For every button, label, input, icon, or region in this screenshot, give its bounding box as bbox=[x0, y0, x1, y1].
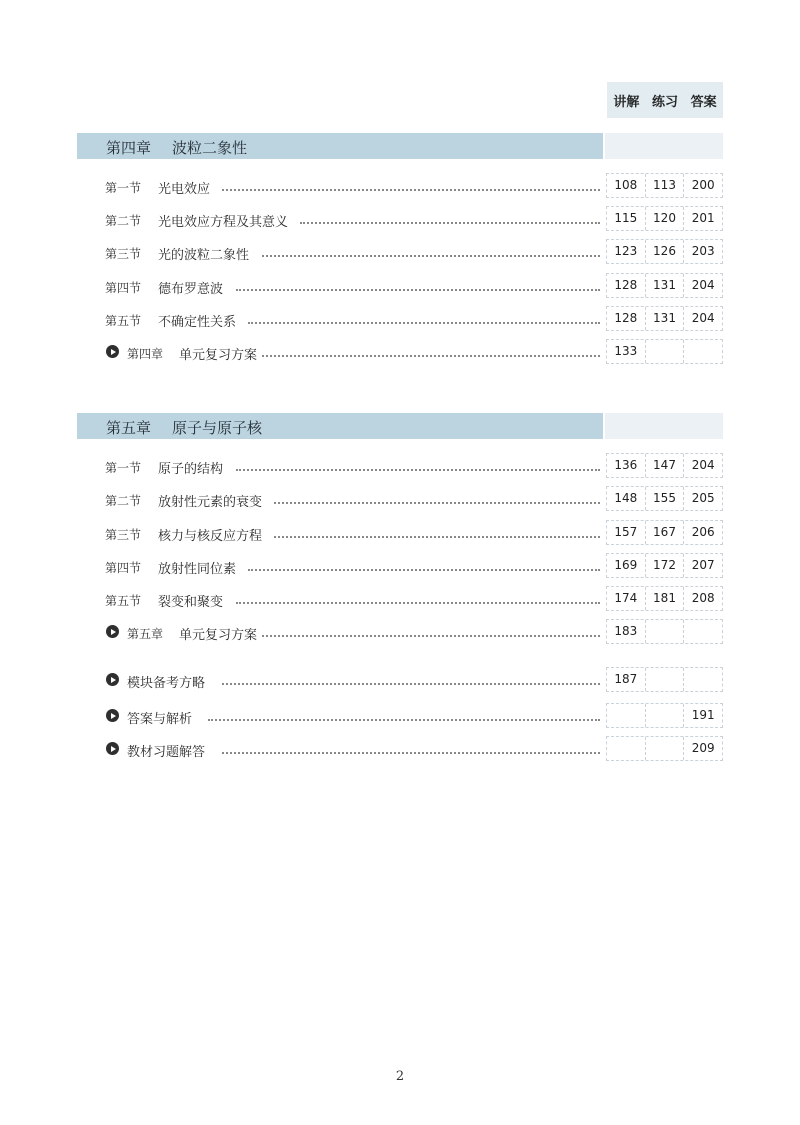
answer-page: 208 bbox=[683, 587, 722, 610]
answer-page: 204 bbox=[683, 274, 722, 297]
section-number: 第一节 bbox=[105, 181, 142, 195]
practice-page bbox=[645, 620, 684, 643]
practice-page: 131 bbox=[645, 274, 684, 297]
lecture-page bbox=[607, 737, 645, 760]
leader-dots bbox=[208, 719, 600, 721]
section-title: 光的波粒二象性 bbox=[158, 248, 250, 263]
practice-page bbox=[645, 668, 684, 691]
section-number: 第一节 bbox=[105, 461, 142, 475]
toc-row[interactable] bbox=[0, 483, 800, 513]
page-cells bbox=[606, 273, 723, 298]
answer-page: 201 bbox=[683, 207, 722, 230]
leader-dots bbox=[274, 536, 600, 538]
section-title: 光电效应 bbox=[158, 182, 211, 197]
chapter-header bbox=[77, 413, 723, 439]
chapter-band-tail bbox=[605, 413, 723, 439]
section-title: 裂变和聚变 bbox=[158, 595, 224, 610]
answer-page: 204 bbox=[683, 307, 722, 330]
section-number: 第三节 bbox=[105, 247, 142, 261]
leader-dots bbox=[236, 602, 600, 604]
lecture-page: 136 bbox=[614, 458, 638, 472]
chapter-header bbox=[77, 133, 723, 159]
practice-page: 147 bbox=[645, 454, 684, 477]
page-number: 2 bbox=[395, 1069, 405, 1084]
leader-dots bbox=[222, 752, 600, 754]
section-title: 放射性元素的衰变 bbox=[158, 495, 263, 510]
practice-page: 167 bbox=[645, 521, 684, 544]
practice-page bbox=[645, 737, 684, 760]
leader-dots bbox=[236, 289, 600, 291]
column-header bbox=[607, 82, 723, 118]
toc-row[interactable] bbox=[0, 583, 800, 613]
lecture-page: 169 bbox=[614, 558, 638, 572]
lecture-page: 187 bbox=[614, 672, 638, 686]
page-cells bbox=[606, 619, 723, 644]
leader-dots bbox=[262, 255, 600, 257]
leader-dots bbox=[248, 322, 600, 324]
answer-page: 204 bbox=[683, 454, 722, 477]
page-cells bbox=[606, 703, 723, 728]
page-cells bbox=[606, 306, 723, 331]
section-number: 第四节 bbox=[105, 281, 142, 295]
play-arrow-icon bbox=[106, 673, 119, 686]
section-title: 不确定性关系 bbox=[158, 315, 237, 330]
toc-row[interactable] bbox=[0, 270, 800, 300]
lecture-page: 128 bbox=[614, 311, 638, 325]
module-title: 模块备考方略 bbox=[127, 676, 206, 691]
chapter-title: 波粒二象性 bbox=[172, 139, 248, 157]
chapter-title: 原子与原子核 bbox=[172, 419, 263, 437]
section-number: 第五节 bbox=[105, 314, 142, 328]
play-arrow-icon bbox=[106, 709, 119, 722]
lecture-page: 108 bbox=[614, 178, 638, 192]
chapter-band bbox=[77, 133, 603, 159]
page-cells bbox=[606, 586, 723, 611]
leader-dots bbox=[222, 683, 600, 685]
section-number: 第二节 bbox=[105, 494, 142, 508]
leader-dots bbox=[236, 469, 600, 471]
toc-row[interactable] bbox=[0, 170, 800, 200]
chapter-band-tail bbox=[605, 133, 723, 159]
module-title: 答案与解析 bbox=[127, 712, 193, 727]
answer-page bbox=[683, 340, 722, 363]
answer-page bbox=[683, 620, 722, 643]
section-title: 德布罗意波 bbox=[158, 282, 224, 297]
toc-row[interactable] bbox=[0, 550, 800, 580]
chapter-label: 第四章 bbox=[106, 139, 152, 157]
play-arrow-icon bbox=[106, 345, 119, 358]
module-row[interactable] bbox=[0, 664, 800, 694]
column-answer: 答案 bbox=[690, 94, 717, 110]
section-number: 第三节 bbox=[105, 528, 142, 542]
practice-page: 131 bbox=[645, 307, 684, 330]
lecture-page: 123 bbox=[614, 244, 638, 258]
leader-dots bbox=[248, 569, 600, 571]
answer-page: 207 bbox=[683, 554, 722, 577]
review-title: 单元复习方案 bbox=[179, 348, 258, 363]
page-cells bbox=[606, 667, 723, 692]
practice-page: 113 bbox=[645, 174, 684, 197]
lecture-page bbox=[607, 704, 645, 727]
practice-page: 181 bbox=[645, 587, 684, 610]
chapter-label: 第五章 bbox=[106, 419, 152, 437]
review-chapter: 第五章 bbox=[127, 627, 164, 641]
page-cells bbox=[606, 553, 723, 578]
section-title: 原子的结构 bbox=[158, 462, 224, 477]
leader-dots bbox=[262, 355, 600, 357]
page-cells bbox=[606, 453, 723, 478]
page-cells bbox=[606, 239, 723, 264]
lecture-page: 174 bbox=[614, 591, 638, 605]
module-row[interactable] bbox=[0, 733, 800, 763]
answer-page: 200 bbox=[683, 174, 722, 197]
toc-row[interactable] bbox=[0, 450, 800, 480]
page-cells bbox=[606, 339, 723, 364]
page-cells bbox=[606, 206, 723, 231]
toc-row[interactable] bbox=[0, 236, 800, 266]
section-title: 光电效应方程及其意义 bbox=[158, 215, 289, 230]
section-number: 第二节 bbox=[105, 214, 142, 228]
answer-page: 205 bbox=[683, 487, 722, 510]
lecture-page: 115 bbox=[614, 211, 638, 225]
page-cells bbox=[606, 520, 723, 545]
leader-dots bbox=[300, 222, 600, 224]
page-cells bbox=[606, 486, 723, 511]
section-number: 第四节 bbox=[105, 561, 142, 575]
practice-page: 120 bbox=[645, 207, 684, 230]
lecture-page: 133 bbox=[614, 344, 638, 358]
lecture-page: 148 bbox=[614, 491, 638, 505]
review-title: 单元复习方案 bbox=[179, 628, 258, 643]
answer-page: 191 bbox=[683, 704, 722, 727]
practice-page: 172 bbox=[645, 554, 684, 577]
module-row[interactable] bbox=[0, 700, 800, 730]
leader-dots bbox=[262, 635, 600, 637]
answer-page bbox=[683, 668, 722, 691]
practice-page bbox=[645, 340, 684, 363]
lecture-page: 128 bbox=[614, 278, 638, 292]
review-row[interactable] bbox=[0, 616, 800, 646]
module-title: 教材习题解答 bbox=[127, 745, 206, 760]
leader-dots bbox=[222, 189, 600, 191]
toc-row[interactable] bbox=[0, 303, 800, 333]
review-row[interactable] bbox=[0, 336, 800, 366]
section-number: 第五节 bbox=[105, 594, 142, 608]
practice-page: 155 bbox=[645, 487, 684, 510]
toc-row[interactable] bbox=[0, 203, 800, 233]
practice-page bbox=[645, 704, 684, 727]
page-cells bbox=[606, 736, 723, 761]
answer-page: 203 bbox=[683, 240, 722, 263]
practice-page: 126 bbox=[645, 240, 684, 263]
review-chapter: 第四章 bbox=[127, 347, 164, 361]
leader-dots bbox=[274, 502, 600, 504]
answer-page: 206 bbox=[683, 521, 722, 544]
play-arrow-icon bbox=[106, 742, 119, 755]
chapter-band bbox=[77, 413, 603, 439]
section-title: 放射性同位素 bbox=[158, 562, 237, 577]
lecture-page: 183 bbox=[614, 624, 638, 638]
section-title: 核力与核反应方程 bbox=[158, 529, 263, 544]
answer-page: 209 bbox=[683, 737, 722, 760]
play-arrow-icon bbox=[106, 625, 119, 638]
lecture-page: 157 bbox=[614, 525, 638, 539]
column-practice: 练习 bbox=[652, 94, 679, 110]
column-lecture: 讲解 bbox=[613, 94, 640, 110]
page-cells bbox=[606, 173, 723, 198]
toc-row[interactable] bbox=[0, 517, 800, 547]
